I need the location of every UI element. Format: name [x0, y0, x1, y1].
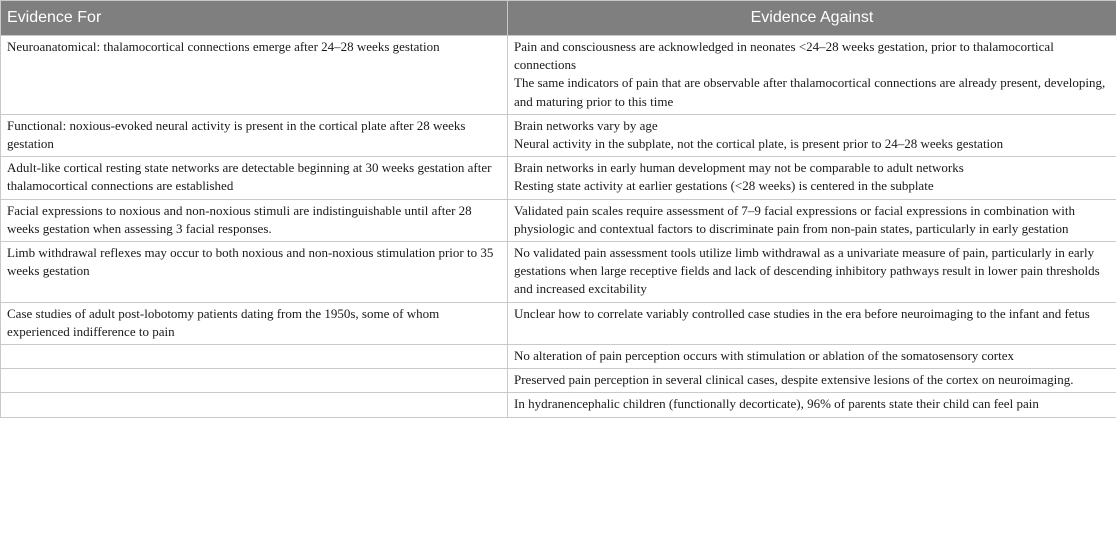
evidence-for-cell: [1, 345, 508, 369]
table-row: [1, 302, 1116, 344]
evidence-against-cell: [508, 369, 1116, 393]
evidence-against-cell: [508, 199, 1116, 241]
evidence-against-text: No validated pain assessment tools utilize limb withdrawal as a univariate measure of pain, particularly in early gestations when large receptive fields and lack of descending inhibitory pathways result in lower pain thresholds and increased excitability: [514, 245, 1100, 297]
header-row: [1, 1, 1116, 36]
evidence-against-cell: [508, 114, 1116, 156]
evidence-against-text: In hydranencephalic children (functionally decorticate), 96% of parents state their child can feel pain: [514, 396, 1039, 412]
evidence-for-text: Adult-like cortical resting state networks are detectable beginning at 30 weeks gestation after thalamocortical connections are established: [7, 160, 492, 194]
table-body: [1, 36, 1116, 418]
evidence-against-text: Brain networks in early human development may not be comparable to adult networks: [514, 160, 964, 176]
evidence-against-text: Validated pain scales require assessment of 7–9 facial expressions or facial expressions in combination with physiologic and contextual factors to discriminate pain from non-pain states, particularly in early gestation: [514, 202, 1076, 236]
evidence-for-text: Limb withdrawal reflexes may occur to both noxious and non-noxious stimulation prior to 35 weeks gestation: [7, 245, 494, 279]
evidence-against-text: Unclear how to correlate variably controlled case studies in the era before neuroimaging to the infant and fetus: [514, 305, 1090, 321]
evidence-for-cell: [1, 157, 508, 199]
table-row: [1, 199, 1116, 241]
evidence-against-text: Brain networks vary by age: [514, 117, 658, 133]
header-evidence-for: Evidence For: [1, 1, 508, 36]
table-row: [1, 114, 1116, 156]
evidence-for-cell: [1, 114, 508, 156]
evidence-against-text: Resting state activity at earlier gestations (<28 weeks) is centered in the subplate: [514, 178, 934, 194]
evidence-for-cell: [1, 369, 508, 393]
table-row: [1, 393, 1116, 417]
evidence-against-text: Neural activity in the subplate, not the cortical plate, is present prior to 24–28 weeks gestation: [514, 136, 1004, 152]
evidence-against-cell: [508, 36, 1116, 115]
evidence-against-text: Preserved pain perception in several clinical cases, despite extensive lesions of the cortex on neuroimaging.: [514, 372, 1074, 388]
evidence-for-text: Facial expressions to noxious and non-noxious stimuli are indistinguishable until after 28 weeks gestation when assessing 3 facial responses.: [7, 202, 472, 236]
evidence-against-cell: [508, 242, 1116, 303]
evidence-against-text: No alteration of pain perception occurs with stimulation or ablation of the somatosensory cortex: [514, 348, 1015, 364]
evidence-against-cell: [508, 157, 1116, 199]
evidence-against-text: Pain and consciousness are acknowledged in neonates <24–28 weeks gestation, prior to thalamocortical connections: [514, 39, 1054, 73]
evidence-for-cell: [1, 242, 508, 303]
table-row: [1, 242, 1116, 303]
table-row: [1, 157, 1116, 199]
header-evidence-against: Evidence Against: [508, 1, 1116, 36]
evidence-against-cell: [508, 345, 1116, 369]
evidence-for-text: Case studies of adult post-lobotomy patients dating from the 1950s, some of whom experienced indifference to pain: [7, 305, 440, 339]
evidence-for-text: Functional: noxious-evoked neural activity is present in the cortical plate after 28 weeks gestation: [7, 117, 466, 152]
evidence-for-cell: [1, 199, 508, 241]
evidence-for-cell: [1, 36, 508, 115]
evidence-for-cell: [1, 302, 508, 344]
evidence-against-cell: [508, 393, 1116, 417]
table-row: [1, 369, 1116, 393]
evidence-for-cell: [1, 393, 508, 417]
evidence-for-text: Neuroanatomical: thalamocortical connections emerge after 24–28 weeks gestation: [7, 39, 440, 54]
table-row: [1, 36, 1116, 115]
evidence-against-cell: [508, 302, 1116, 344]
table-row: [1, 345, 1116, 369]
evidence-against-text: The same indicators of pain that are observable after thalamocortical connections are already present, developing, and maturing prior to this time: [514, 75, 1106, 109]
